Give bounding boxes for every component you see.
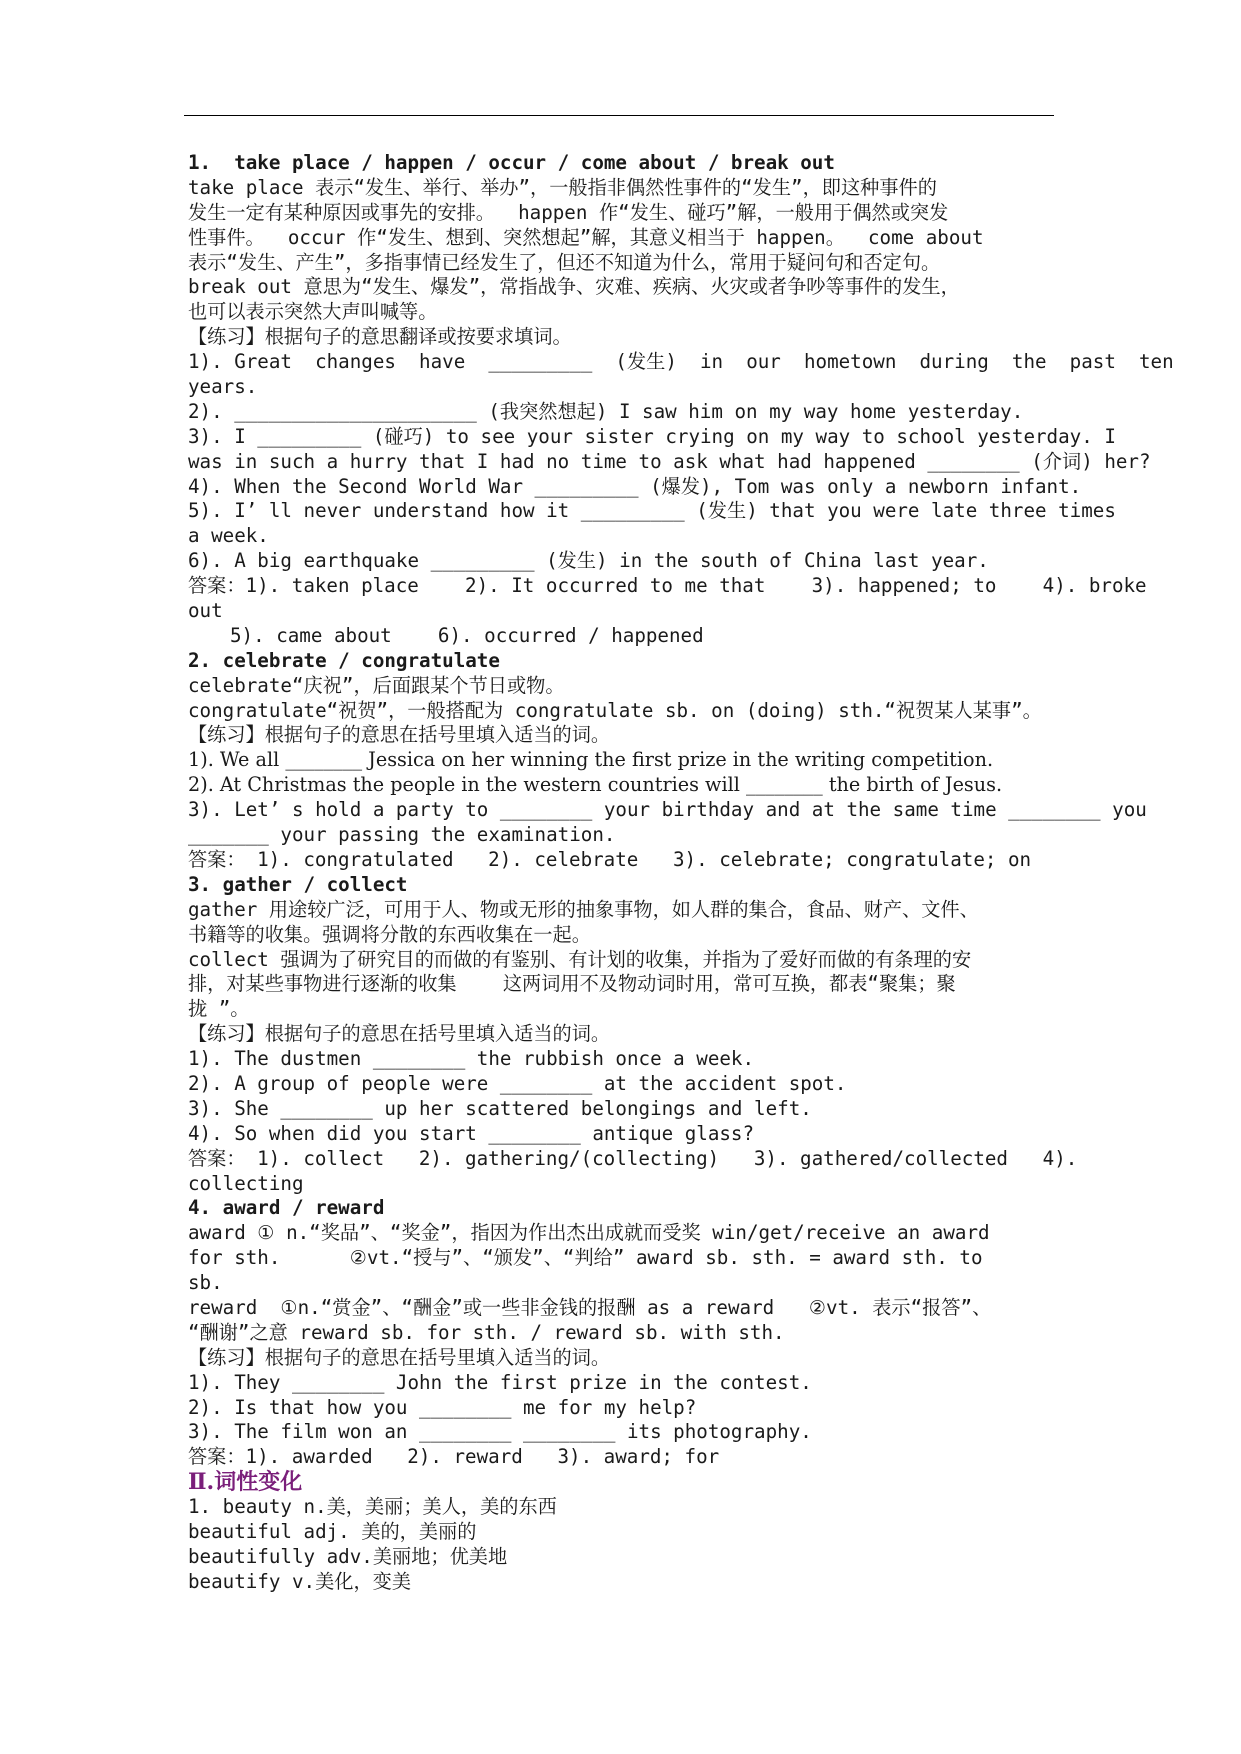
doc-line: out (188, 599, 223, 623)
doc-line: sb. (188, 1271, 223, 1295)
doc-line: 4. award / reward (188, 1196, 385, 1220)
doc-line: 答案：1). taken place 2). It occurred to me that 3). happened; to 4). broke (188, 574, 1147, 598)
doc-line: 3. gather / collect (188, 872, 408, 896)
doc-line: _______ your passing the examination. (188, 823, 616, 847)
doc-line: 1. take place / happen / occur / come about / break out (188, 151, 835, 174)
doc-line: congratulate“祝贺”，一般搭配为 congratulate sb. on (doing) sth.“祝贺某人某事”。 (188, 698, 1042, 722)
doc-line: 答案： 1). collect 2). gathering/(collecting) 3). gathered/collected 4). (188, 1146, 1078, 1170)
doc-line: 1). We all ________ Jessica on her winning the first prize in the writing competition. (188, 748, 994, 772)
doc-line: 答案：1). awarded 2). reward 3). award; for (188, 1445, 720, 1469)
doc-line: collect 强调为了研究目的而做的有鉴别、有计划的收集，并指为了爱好而做的有条理的安 (188, 947, 972, 971)
doc-line: 也可以表示突然大声叫喊等。 (188, 300, 438, 324)
doc-line: take place 表示“发生、举行、举办”，一般指非偶然性事件的“发生”，即这种事件的 (188, 175, 937, 199)
doc-line: 表示“发生、产生”，多指事情已经发生了，但还不知道为什么，常用于疑问句和否定句。 (188, 250, 941, 274)
doc-line: a week. (188, 524, 269, 548)
doc-line: 书籍等的收集。强调将分散的东西收集在一起。 (188, 922, 591, 946)
doc-line: was in such a hurry that I had no time to ask what had happened ________ (介词) her? (188, 449, 1151, 473)
doc-line: 5). I’ ll never understand how it _________ (发生) that you were late three times (188, 499, 1116, 523)
doc-line: years. (188, 375, 258, 399)
doc-line: 排，对某些事物进行逐渐的收集 这两词用不及物动词时用，常可互换，都表“聚集；聚 (188, 972, 956, 996)
doc-line: break out 意思为“发生、爆发”，常指战争、灾难、疾病、火灾或者争吵等事件的发生， (188, 275, 960, 299)
doc-line: 1). They ________ John the first prize in the contest. (188, 1370, 812, 1394)
doc-line: 5). came about 6). occurred / happened (230, 623, 704, 647)
doc-line: 2). At Christmas the people in the western countries will ________ the birth of Jesus. (188, 773, 1003, 797)
doc-line: 4). When the Second World War _________ (爆发), Tom was only a newborn infant. (188, 474, 1082, 498)
doc-line: beautiful adj. 美的，美丽的 (188, 1519, 477, 1543)
doc-line: 【练习】根据句子的意思在括号里填入适当的词。 (188, 1345, 611, 1369)
section-heading: Ⅱ.词性变化 (188, 1469, 303, 1496)
doc-line: 2. celebrate / congratulate (188, 648, 500, 672)
doc-line: 拢 ”。 (188, 997, 250, 1021)
doc-line: 1. beauty n.美，美丽；美人，美的东西 (188, 1495, 557, 1519)
doc-line: 答案： 1). congratulated 2). celebrate 3). celebrate; congratulate; on (188, 847, 1032, 871)
doc-line: 3). She ________ up her scattered belongings and left. (188, 1096, 812, 1120)
doc-line: 6). A big earthquake _________ (发生) in the south of China last year. (188, 549, 989, 573)
doc-line: 2). _____________________ (我突然想起) I saw him on my way home yesterday. (188, 399, 1024, 423)
header-rule (184, 115, 1054, 116)
document-body (188, 151, 1174, 1595)
doc-line: 3). The film won an ________ ________ its photography. (188, 1420, 812, 1444)
doc-line: 发生一定有某种原因或事先的安排。 happen 作“发生、碰巧”解，一般用于偶然或突发 (188, 200, 949, 224)
doc-line: 2). A group of people were ________ at the accident spot. (188, 1071, 847, 1095)
doc-line: celebrate“庆祝”，后面跟某个节日或物。 (188, 673, 565, 697)
doc-line: 【练习】根据句子的意思在括号里填入适当的词。 (188, 723, 611, 747)
doc-line: 3). I _________ (碰巧) to see your sister crying on my way to school yesterday. I (188, 424, 1116, 448)
doc-line: collecting (188, 1171, 304, 1195)
doc-line: 4). So when did you start ________ antique glass? (188, 1121, 755, 1145)
doc-line: 3). Let’ s hold a party to ________ your birthday and at the same time ________ you (188, 798, 1147, 822)
doc-line: award ① n.“奖品”、“奖金”，指因为作出杰出成就而受奖 win/get/receive an award (188, 1221, 990, 1245)
doc-line: beautifully adv.美丽地；优美地 (188, 1544, 508, 1568)
doc-line: 【练习】根据句子的意思翻译或按要求填词。 (188, 325, 572, 349)
doc-line: 【练习】根据句子的意思在括号里填入适当的词。 (188, 1022, 611, 1046)
doc-line: reward ①n.“赏金”、“酬金”或一些非金钱的报酬 as a reward ②vt. 表示“报答”、 (188, 1295, 992, 1319)
doc-line: beautify v.美化，变美 (188, 1569, 412, 1593)
doc-line: 2). Is that how you ________ me for my help? (188, 1395, 697, 1419)
doc-line: 性事件。 occur 作“发生、想到、突然想起”解，其意义相当于 happen。 come about (188, 225, 984, 249)
doc-line: 1). Great changes have _________ (发生) in our hometown during the past ten (188, 350, 1174, 374)
doc-line: gather 用途较广泛，可用于人、物或无形的抽象事物，如人群的集合，食品、财产、文件、 (188, 897, 979, 921)
doc-line: for sth. ②vt.“授与”、“颁发”、“判给” award sb. sth. = award sth. to (188, 1246, 983, 1270)
doc-line: 1). The dustmen ________ the rubbish once a week. (188, 1047, 755, 1071)
doc-line: “酬谢”之意 reward sb. for sth. / reward sb. with sth. (188, 1320, 785, 1344)
